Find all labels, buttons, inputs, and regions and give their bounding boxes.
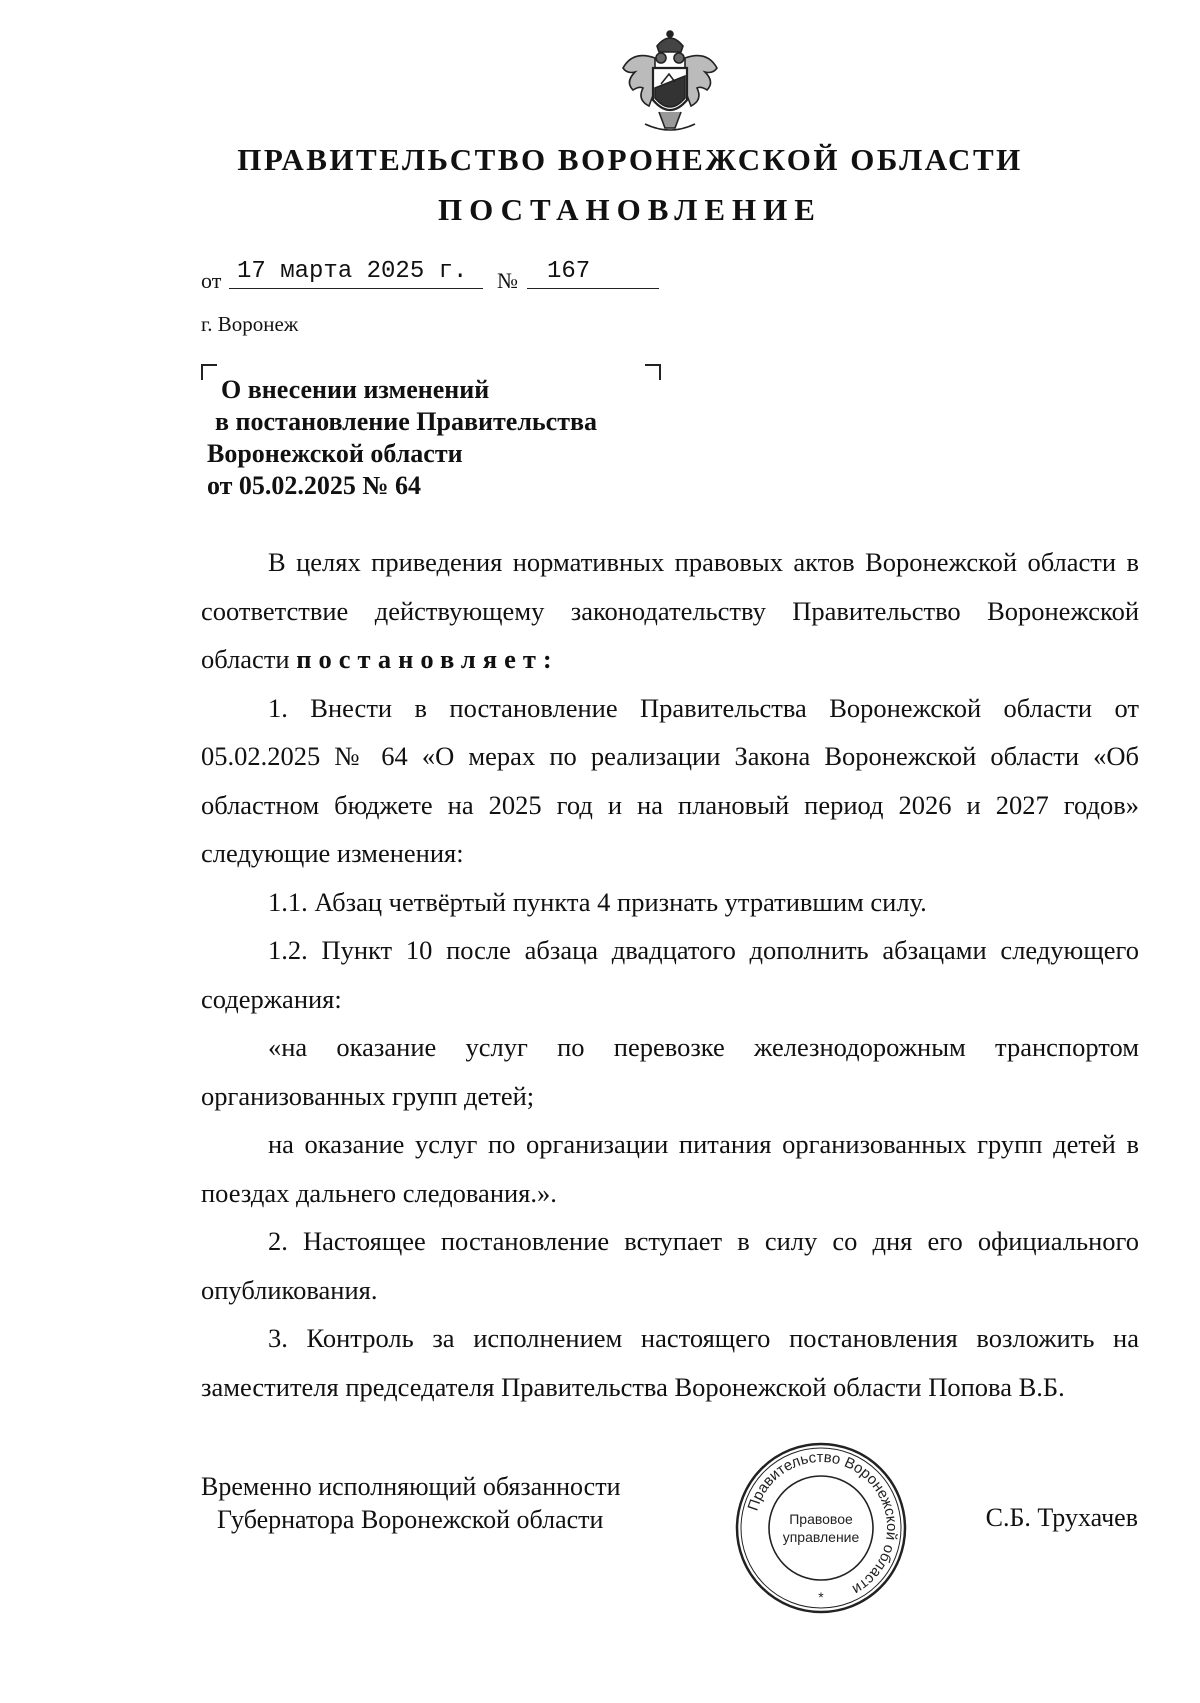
number-underline <box>527 288 659 289</box>
signatory-position <box>201 1470 621 1536</box>
subject-corner-right <box>645 364 661 380</box>
date-underline <box>229 288 483 289</box>
stamp-center-line: Правовое <box>789 1511 853 1527</box>
quoted-paragraph-1: «на оказание услуг по перевозке железнодорожным транспортом организованных групп детей; <box>201 1032 1139 1111</box>
clause-1: 1. Внести в постановление Правительства Воронежской области от 05.02.2025 № 64 «О мерах по реализации Закона Воронежской области «Об областном бюджете на 2025 год и на плановый период 2026 и 2027 годов» следующие изменения: <box>201 692 1139 868</box>
date-prefix: от <box>201 268 222 293</box>
stamp-ring-text: Правительство Воронежской области <box>744 1448 901 1598</box>
position-line: Губернатора Воронежской области <box>217 1505 604 1534</box>
subject-line: в постановление Правительства <box>215 407 598 436</box>
official-stamp <box>733 1440 909 1616</box>
subject-line: О внесении изменений <box>221 375 490 404</box>
decree-word: постановляет: <box>296 644 559 674</box>
coat-of-arms-icon <box>615 28 725 138</box>
city: г. Воронеж <box>201 312 299 336</box>
subject-line: от 05.02.2025 № 64 <box>207 471 422 500</box>
preamble-text: В целях приведения нормативных правовых актов Воронежской области в соответствие действующему законодательству Правительство Воронежской области <box>201 547 1139 674</box>
stamp-center-line: управление <box>782 1529 860 1545</box>
document-date: 17 марта 2025 г. <box>237 258 468 285</box>
signatory-name: С.Б. Трухачев <box>985 1503 1138 1532</box>
clause-2: 2. Настоящее постановление вступает в силу со дня его официального опубликования. <box>201 1226 1139 1305</box>
clause-1-1: 1.1. Абзац четвёртый пункта 4 признать утратившим силу. <box>268 886 927 917</box>
stamp-star: * <box>818 1589 824 1605</box>
position-line: Временно исполняющий обязанности <box>201 1472 621 1501</box>
subject-line: Воронежской области <box>207 439 463 468</box>
preamble-paragraph <box>201 538 1139 684</box>
number-prefix: № <box>497 268 518 293</box>
document-body <box>201 538 1139 1411</box>
quoted-paragraph-2: на оказание услуг по организации питания организованных групп детей в поездах дальнего следования.». <box>201 1129 1139 1208</box>
clause-3: 3. Контроль за исполнением настоящего постановления возложить на заместителя председателя Правительства Воронежской области Попова В.Б. <box>201 1323 1139 1402</box>
document-subject <box>207 374 597 502</box>
organization-title: ПРАВИТЕЛЬСТВО ВОРОНЕЖСКОЙ ОБЛАСТИ <box>237 142 1023 177</box>
document-type-title: ПОСТАНОВЛЕНИЕ <box>438 192 822 227</box>
document-number: 167 <box>547 258 591 285</box>
clause-1-2: 1.2. Пункт 10 после абзаца двадцатого дополнить абзацами следующего содержания: <box>201 935 1139 1014</box>
